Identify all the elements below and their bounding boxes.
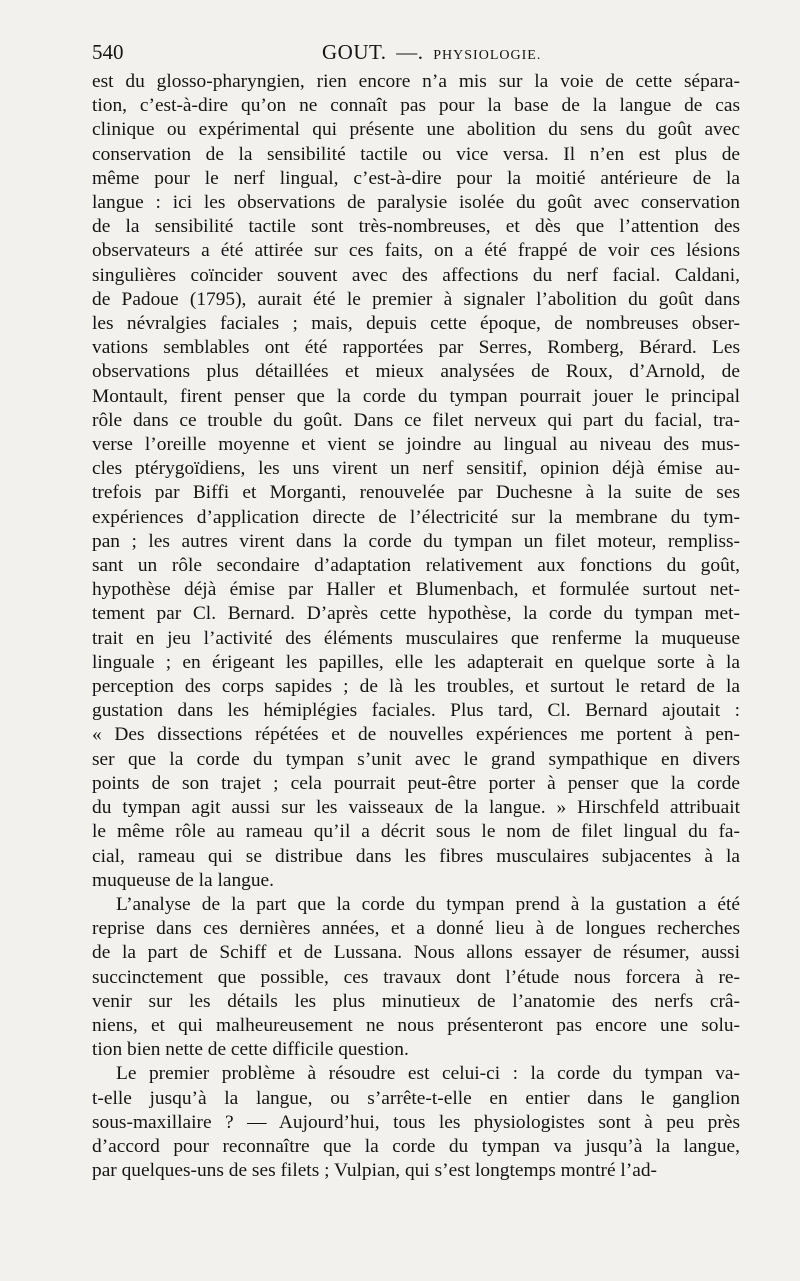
text-line: les névralgies faciales ; mais, depuis cette époque, de nombreuses obser- bbox=[92, 313, 740, 335]
text-line: expériences d’application directe de l’électricité sur la membrane du tym- bbox=[92, 506, 740, 528]
text-line: perception des corps sapides ; de là les troubles, et surtout le retard de la bbox=[92, 676, 740, 698]
text-line: d’accord pour reconnaître que la corde du tympan va jusqu’à la langue, bbox=[92, 1135, 740, 1157]
text-line: observateurs a été attirée sur ces faits, on a été frappé de voir ces lésions bbox=[92, 240, 740, 262]
text-line: verse l’oreille moyenne et vient se joindre au lingual au niveau des mus- bbox=[92, 434, 740, 456]
page-number: 540 bbox=[92, 40, 124, 64]
running-title-separator: —. bbox=[396, 40, 424, 64]
text-line: de Padoue (1795), aurait été le premier à signaler l’abolition du goût dans bbox=[92, 288, 740, 310]
text-line: muqueuse de la langue. bbox=[92, 869, 274, 891]
running-title-subtitle: PHYSIOLOGIE. bbox=[433, 48, 542, 63]
text-line: cles ptérygoïdiens, les uns virent un nerf sensitif, opinion déjà émise au- bbox=[92, 458, 740, 480]
text-line: points de son trajet ; cela pourrait peut-être porter à penser que la corde bbox=[92, 772, 740, 794]
text-line: Le premier problème à résoudre est celui-ci : la corde du tympan va- bbox=[116, 1063, 740, 1085]
text-line: trait en jeu l’activité des éléments musculaires que renferme la muqueuse bbox=[92, 627, 740, 649]
text-line: du tympan agit aussi sur les vaisseaux de la langue. » Hirschfeld attribuait bbox=[92, 797, 740, 819]
text-line: succinctement que possible, ces travaux dont l’étude nous forcera à re- bbox=[92, 966, 740, 988]
text-line: L’analyse de la part que la corde du tympan prend à la gustation a été bbox=[116, 893, 740, 915]
text-line: observations plus détaillées et mieux analysées de Roux, d’Arnold, de bbox=[92, 361, 740, 383]
text-line: pan ; les autres virent dans la corde du tympan un filet moteur, rempliss- bbox=[92, 530, 740, 552]
text-line: linguale ; en érigeant les papilles, elle les adapterait en quelque sorte à la bbox=[92, 651, 740, 673]
text-line: hypothèse déjà émise par Haller et Blumenbach, et formulée surtout net- bbox=[92, 579, 740, 601]
running-title-main: GOUT. bbox=[322, 40, 387, 64]
page-header bbox=[92, 36, 740, 66]
running-title bbox=[322, 40, 541, 65]
text-line: même pour le nerf lingual, c’est-à-dire pour la moitié antérieure de la bbox=[92, 167, 740, 189]
text-line: vations semblables ont été rapportées par Serres, Romberg, Bérard. Les bbox=[92, 337, 740, 359]
text-line: sant un rôle secondaire d’adaptation relativement aux fonctions du goût, bbox=[92, 555, 740, 577]
text-line: tion bien nette de cette difficile question. bbox=[92, 1039, 409, 1061]
text-line: de la part de Schiff et de Lussana. Nous allons essayer de résumer, aussi bbox=[92, 942, 740, 964]
text-line: ser que la corde du tympan s’unit avec le grand sympathique en divers bbox=[92, 748, 740, 770]
text-line: t-elle jusqu’à la langue, ou s’arrête-t-elle en entier dans le ganglion bbox=[92, 1087, 740, 1109]
text-line: tement par Cl. Bernard. D’après cette hypothèse, la corde du tympan met- bbox=[92, 603, 740, 625]
text-line: est du glosso-pharyngien, rien encore n’a mis sur la voie de cette sépara- bbox=[92, 71, 740, 92]
text-line: rôle dans ce trouble du goût. Dans ce filet nerveux qui part du facial, tra- bbox=[92, 409, 740, 431]
text-line: niens, et qui malheureusement ne nous présenteront pas encore une solu- bbox=[92, 1014, 740, 1036]
text-line: cial, rameau qui se distribue dans les fibres musculaires subjacentes à la bbox=[92, 845, 740, 867]
body-text bbox=[92, 70, 740, 1183]
text-line: conservation de la sensibilité tactile ou vice versa. Il n’en est plus de bbox=[92, 143, 740, 165]
text-line: tion, c’est-à-dire qu’on ne connaît pas pour la base de la langue de cas bbox=[92, 95, 740, 117]
text-line: Montault, firent penser que la corde du tympan pourrait jouer le principal bbox=[92, 385, 740, 407]
text-line: sous-maxillaire ? — Aujourd’hui, tous les physiologistes sont à peu près bbox=[92, 1111, 740, 1133]
text-line: singulières coïncider souvent avec des affections du nerf facial. Caldani, bbox=[92, 264, 740, 286]
text-line: « Des dissections répétées et de nouvelles expériences me portent à pen- bbox=[92, 724, 740, 746]
paragraph bbox=[92, 70, 740, 893]
paragraph bbox=[92, 893, 740, 1062]
text-line: venir sur les détails les plus minutieux de l’anatomie des nerfs crâ- bbox=[92, 990, 740, 1012]
text-line: par quelques-uns de ses filets ; Vulpian, qui s’est longtemps montré l’ad- bbox=[92, 1160, 658, 1182]
text-line: langue : ici les observations de paralysie isolée du goût avec conservation bbox=[92, 192, 740, 214]
paragraph bbox=[92, 1062, 740, 1183]
text-line: le même rôle au rameau qu’il a décrit sous le nom de filet lingual du fa- bbox=[92, 821, 740, 843]
text-line: trefois par Biffi et Morganti, renouvelée par Duchesne à la suite de ses bbox=[92, 482, 740, 504]
text-line: de la sensibilité tactile sont très-nombreuses, et dès que l’attention des bbox=[92, 216, 740, 238]
text-line: clinique ou expérimental qui présente une abolition du sens du goût avec bbox=[92, 119, 740, 141]
text-line: reprise dans ces dernières années, et a donné lieu à de longues recherches bbox=[92, 918, 740, 940]
text-line: gustation dans les hémiplégies faciales. Plus tard, Cl. Bernard ajoutait : bbox=[92, 700, 740, 722]
